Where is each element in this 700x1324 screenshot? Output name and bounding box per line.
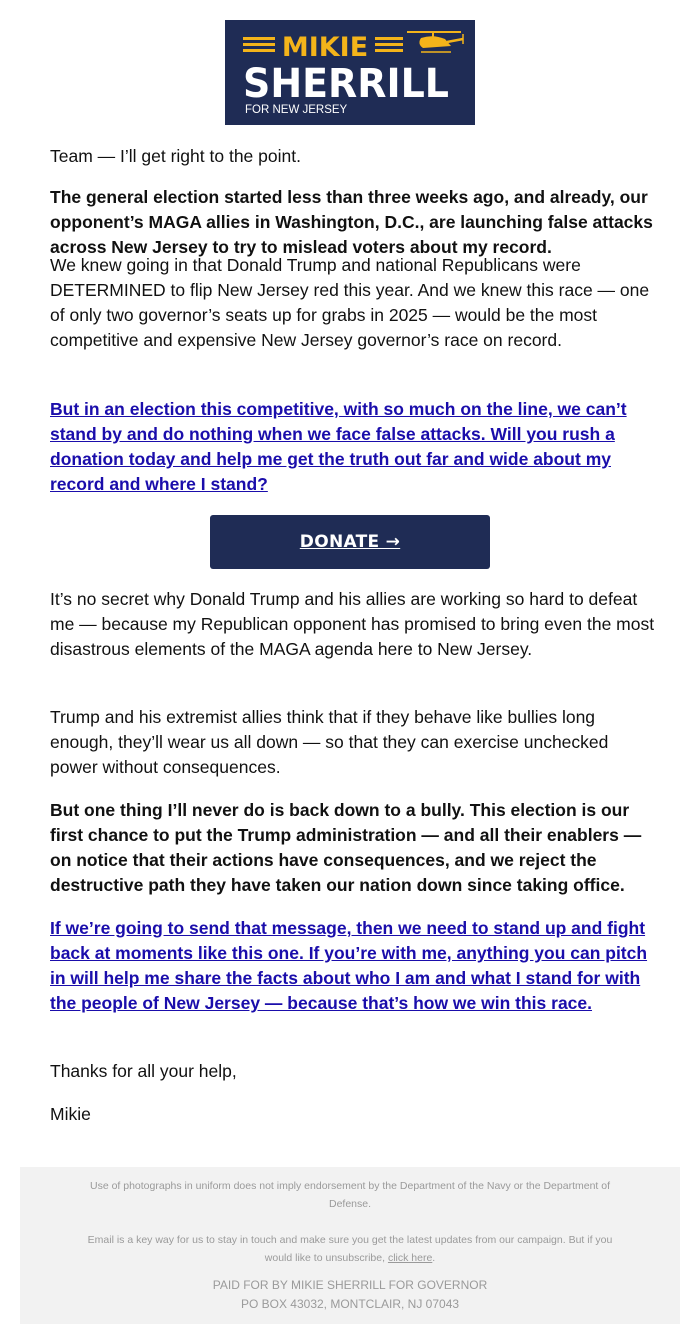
speed-stripes-left: [243, 37, 275, 52]
helicopter-icon: [407, 32, 463, 52]
closing-line: Thanks for all your help,: [50, 1061, 237, 1081]
footer-disclaimer: Use of photographs in uniform does not imply endorsement by the Department of the Navy or the Department of Defense.: [89, 1180, 611, 1210]
donate-button[interactable]: DONATE →: [210, 515, 490, 569]
footer-legal: [80, 1276, 620, 1314]
donation-link-1[interactable]: But in an election this competitive, with so much on the line, we can’t stand by and do nothing when we face false attacks. Will you rush a donation today and help me get the truth out far and wide about my record and where I stand?: [50, 399, 627, 494]
logo-graphic: [225, 20, 475, 125]
paragraph-determined: We knew going in that Donald Trump and national Republicans were DETERMINED to flip New Jersey red this year. And we knew this race — one of only two governor’s seats up for grabs in 2025 — would be the most competitive and expensive New Jersey governor’s race on record.: [50, 255, 650, 350]
footer-email-end: .: [432, 1252, 436, 1264]
intro-paragraph: Team — I’ll get right to the point.: [50, 146, 301, 166]
bold-paragraph-back-down: But one thing I’ll never do is back down to a bully. This election is our first chance to put the Trump administration — and all their enablers — on notice that their actions have consequences, and we reject the destructive path they have taken our nation down since taking office.: [50, 800, 642, 895]
logo-tagline: FOR NEW JERSEY: [245, 104, 348, 116]
footer-email-note: [80, 1231, 620, 1267]
unsubscribe-link[interactable]: click here: [387, 1252, 433, 1264]
donation-link-2[interactable]: If we’re going to send that message, then we need to stand up and fight back at moments like this one. If you’re with me, anything you can pitch in will help me share the facts about who I am and what I stand for with the people of New Jersey — because that’s how we win this race.: [50, 918, 648, 1013]
logo-first-name: MIKIE: [281, 32, 369, 63]
campaign-logo: [225, 20, 475, 125]
speed-stripes-right: [375, 37, 403, 52]
paragraph-no-secret: It’s no secret why Donald Trump and his allies are working so hard to defeat me — because my Republican opponent has promised to bring even the most disastrous elements of the MAGA agenda here to New Jersey.: [50, 589, 655, 659]
footer-email-text: Email is a key way for us to stay in touch and make sure you get the latest updates from our campaign. But if you would like to unsubscribe,: [87, 1234, 613, 1264]
bold-paragraph-election: The general election started less than three weeks ago, and already, our opponent’s MAGA allies in Washington, D.C., are launching false attacks across New Jersey to try to mislead voters about my record.: [50, 187, 653, 257]
paid-for-line: PAID FOR BY MIKIE SHERRILL FOR GOVERNOR: [212, 1278, 488, 1292]
footer: [20, 1167, 680, 1324]
address-line: PO BOX 43032, MONTCLAIR, NJ 07043: [240, 1297, 460, 1311]
logo-last-name: SHERRILL: [243, 61, 449, 107]
paragraph-bullies: Trump and his extremist allies think that if they behave like bullies long enough, they’ll wear us all down — so that they can exercise unchecked power without consequences.: [50, 707, 609, 777]
signature: Mikie: [50, 1104, 91, 1124]
